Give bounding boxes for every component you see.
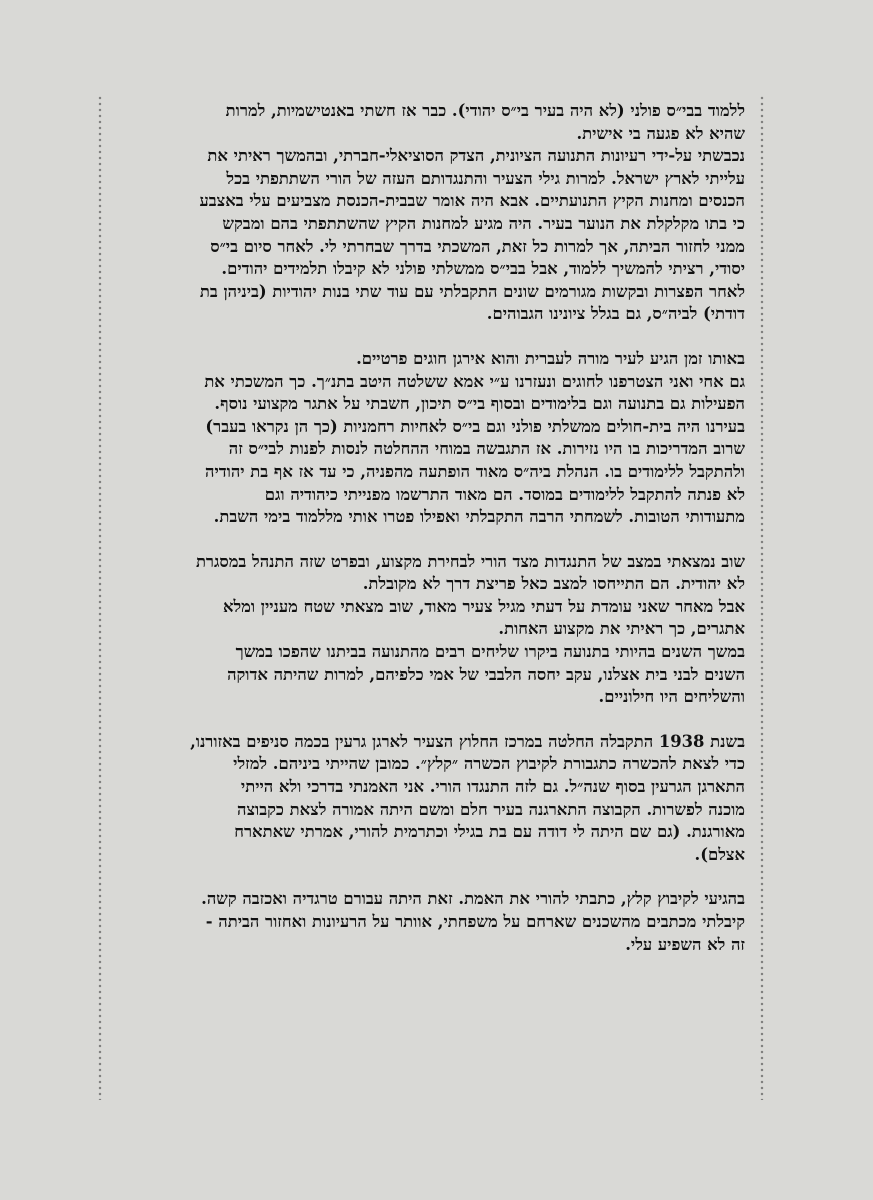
paragraph-5 — [125, 731, 745, 867]
text-line: מאורגנת. (גם שם היתה לי דודה עם בת בגילי וכתרמית להורי, אמרתי שאתארח — [234, 822, 745, 842]
text-line: בשנת 1938 התקבלה החלטה במרכז החלוץ הצעיר לארגן גרעין בכמה סניפים באזורנו, — [190, 731, 745, 751]
text-line: קיבלתי מכתבים מהשכנים שארחם על משפחתי, אוותר על הרעיונות ואחזור הביתה - — [205, 912, 745, 931]
text-line: שוב נמצאתי במצב של התנגדות מצד הורי לבחירת מקצוע, ובפרט שזה התנהל במסגרת — [195, 551, 745, 571]
text-line: אצלם). — [694, 844, 745, 864]
text-line: לא פנתה להתקבל ללימודים במוסד. הם מאוד התרשמו מפנייתי כיהודיה וגם — [264, 484, 745, 504]
text-line: אתגרים, כך ראיתי את מקצוע האחות. — [498, 619, 745, 639]
text-line: בעירנו היה בית-חולים ממשלתי פולני וגם בי״ס לאחיות רחמניות (כך הן נקראו בעבר) — [205, 416, 745, 436]
text-line: בהגיעי לקיבוץ קלץ, כתבתי להורי את האמת. זאת היתה עבורם טרגדיה ואכזבה קשה. — [201, 889, 745, 909]
paragraph-gap — [125, 866, 745, 888]
text-line: דודתי) לביה״ס, גם בגלל ציונינו הגבוהים. — [486, 304, 745, 324]
text-line: כדי לצאת להכשרה כתגבורת לקיבוץ הכשרה ״קלץ״. כמובן שהייתי ביניהם. למזלי — [233, 754, 745, 774]
text-line: עלייתי לארץ ישראל. למרות גילי הצעיר והתנגדותם העזה של הורי השתתפתי בכל — [226, 168, 745, 188]
text-line: זה לא השפיע עלי. — [625, 934, 745, 954]
left-decorative-border — [97, 95, 103, 1100]
text-line: ולהתקבל ללימודים בו. הנהלת ביה״ס מאוד הופתעה מהפניה, כי עד אז אף בת יהודיה — [205, 461, 745, 481]
text-line: השנים לבני בית אצלנו, עקב יחסה הלבבי של אמי כלפיהם, למרות שהיתה אדוקה — [227, 664, 745, 684]
paragraph-gap — [125, 326, 745, 348]
text-line: יסודי, רציתי להמשיך ללמוד, אבל בבי״ס ממשלתי פולני לא קיבלו תלמידים יהודים. — [221, 259, 745, 279]
text-line: במשך השנים בהיותי בתנועה ביקרו שליחים רבים מהתנועה בביתנו שהפכו במשך — [235, 642, 745, 662]
paragraph-gap — [125, 529, 745, 551]
text-line: לא יהודית. הם התייחסו למצב כאל פריצת דרך לא מקובלת. — [362, 574, 745, 594]
text-line: מוכנה לפשרות. הקבוצה התארגנה בעיר חלם ומשם היתה אמורה לצאת כקבוצה — [237, 799, 745, 819]
paragraph-3 — [125, 348, 745, 529]
text-line: והשליחים היו חילוניים. — [598, 687, 745, 707]
text-line: שהיא לא פגעה בי אישית. — [576, 123, 745, 143]
text-line: אבל מאחר שאני עומדת על דעתי מגיל צעיר מאוד, שוב מצאתי שטח מעניין ומלא — [222, 596, 745, 616]
right-decorative-border — [759, 95, 765, 1100]
text-line: מתעודותי הטובות. לשמחתי הרבה התקבלתי ואפילו פטרו אותי מללמוד בימי השבת. — [213, 507, 745, 527]
text-line: ממני לחזור הביתה, אך למרות כל זאת, המשכתי בדרך שבחרתי לי. לאחר סיום בי״ס — [210, 236, 745, 256]
text-line: ללמוד בבי״ס פולני (לא היה בעיר בי״ס יהודי). כבר אז חשתי באנטישמיות, למרות — [225, 101, 745, 120]
paragraph-1 — [125, 100, 745, 145]
text-line: התארגן הגרעין בסוף שנה״ל. גם לזה התנגדו הורי. אני האמנתי בדרכי ולא הייתי — [240, 777, 745, 797]
paragraph-6 — [125, 888, 745, 956]
paragraph-2 — [125, 145, 745, 326]
paragraph-4 — [125, 551, 745, 709]
text-line: גם אחי ואני הצטרפנו לחוגים ונעזרנו ע״י אמא ששלטה היטב בתנ״ך. כך המשכתי את — [204, 371, 745, 391]
text-line: הכנסים ומחנות הקיץ התנועתיים. אבא היה אומר שבבית-הכנסת מצביעים עלי באצבע — [199, 191, 745, 211]
document-body — [125, 100, 745, 956]
paragraph-gap — [125, 709, 745, 731]
text-line: באותו זמן הגיע לעיר מורה לעברית והוא אירגן חוגים פרטיים. — [356, 348, 745, 368]
text-line: כי בתו מקלקלת את הנוער בעיר. היה מגיע למחנות הקיץ שהשתתפתי בהם ומבקש — [222, 213, 745, 233]
text-line: הפעילות גם בתנועה וגם בלימודים ובסוף בי״ס תיכון, חשבתי על אתגר מקצועי נוסף. — [214, 394, 745, 414]
text-line: נכבשתי על-ידי רעיונות התנועה הציונית, הצדק הסוציאלי-חברתי, ובהמשך ראיתי את — [207, 146, 745, 166]
text-line: שרוב המדריכות בו היו נזירות. אז התגבשה במוחי ההחלטה לנסות לפנות לבי״ס זה — [228, 439, 745, 459]
text-line: לאחר הפצרות ובקשות מגורמים שונים התקבלתי עם עוד שתי בנות יהודיות (ביניהן בת — [199, 281, 745, 301]
